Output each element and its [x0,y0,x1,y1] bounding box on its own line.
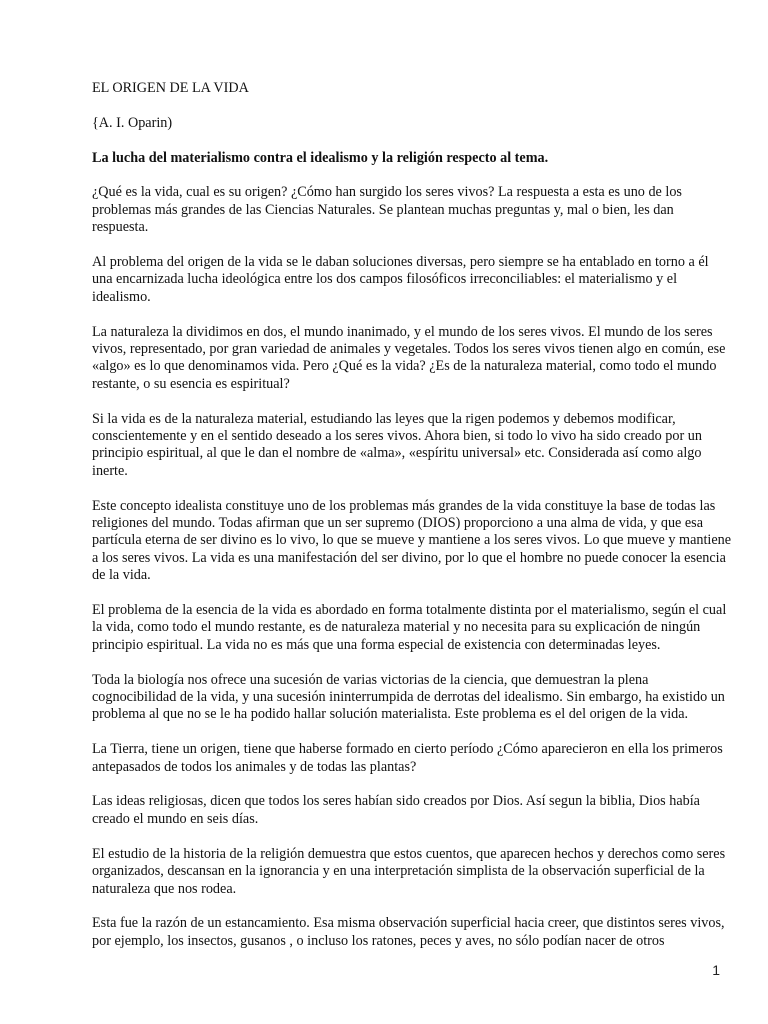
page-number: 1 [712,962,720,978]
paragraph-3: La naturaleza la dividimos en dos, el mundo inanimado, y el mundo de los seres vivos. El mundo de los seres vivos, representado, por gran variedad de animales y vegetales. Todos los seres vivos tienen algo en común, ese «algo» es lo que denominamos vida. Pero ¿Qué es la vida? ¿Es de la naturaleza material, como todo el mundo restante, o su esencia es espiritual? [92,323,726,392]
paragraph-7: Toda la biología nos ofrece una sucesión de varias victorias de la ciencia, que demuestran la plena cognocibilidad de la vida, y una sucesión ininterrumpida de derrotas del idealismo. Sin embargo, ha existido un problema al que no se le ha podido hallar solución materialista. Este problema es el del origen de la vida. [92,671,725,723]
paragraph-1: ¿Qué es la vida, cual es su origen? ¿Cómo han surgido los seres vivos? La respuesta a esta es uno de los problemas más grandes de las Ciencias Naturales. Se plantean muchas preguntas y, mal o bien, les dan respuesta. [92,184,682,236]
paragraph-5: Este concepto idealista constituye uno de los problemas más grandes de la vida constituye la base de todas las religiones del mundo. Todas afirman que un ser supremo (DIOS) proporciono a una alma de vida, y que esa partícula eterna de ser divino es lo vivo, lo que se mueve y mantiene a los seres vivos. Lo que mueve y mantiene a los seres vivos. La vida es una manifestación del ser divino, por lo que el hombre no puede conocer la esencia de la vida. [92,497,732,584]
document-page [92,80,732,968]
paragraph-8: La Tierra, tiene un origen, tiene que haberse formado en cierto período ¿Cómo aparecieron en ella los primeros antepasados de todos los animales y de todas las plantas? [92,741,723,775]
paragraph-6: El problema de la esencia de la vida es abordado en forma totalmente distinta por el materialismo, según el cual la vida, como todo el mundo restante, es de naturaleza material y no necesita para su explicación de ningún principio espiritual. La vida no es más que una forma especial de existencia con determinadas leyes. [92,602,727,653]
document-subtitle: La lucha del materialismo contra el idealismo y la religión respecto al tema. [92,149,549,166]
paragraph-9: Las ideas religiosas, dicen que todos los seres habían sido creados por Dios. Así segun la biblia, Dios había creado el mundo en seis días. [92,793,700,827]
document-title: EL ORIGEN DE LA VIDA [92,80,249,96]
paragraph-10: El estudio de la historia de la religión demuestra que estos cuentos, que aparecen hechos y derechos como seres organizados, descansan en la ignorancia y en una interpretación simplista de la observación superficial de la naturaleza que nos rodea. [92,845,726,897]
paragraph-4: Si la vida es de la naturaleza material, estudiando las leyes que la rigen podemos y debemos modificar, conscientemente y en el sentido deseado a los seres vivos. Ahora bien, si todo lo vivo ha sido creado por un principio espiritual, al que le dan el nombre de «alma», «espíritu universal» etc. Considerada así como algo inerte. [92,410,702,479]
document-author: {A. I. Oparin) [92,114,173,131]
paragraph-11: Esta fue la razón de un estancamiento. Esa misma observación superficial hacia creer, que distintos seres vivos, por ejemplo, los insectos, gusanos , o incluso los ratones, peces y aves, no sólo podían nacer de otros [92,915,725,949]
paragraph-2: Al problema del origen de la vida se le daban soluciones diversas, pero siempre se ha entablado en torno a él una encarnizada lucha ideológica entre los dos campos filosóficos irreconciliables: el materialismo y el idealismo. [92,254,709,305]
